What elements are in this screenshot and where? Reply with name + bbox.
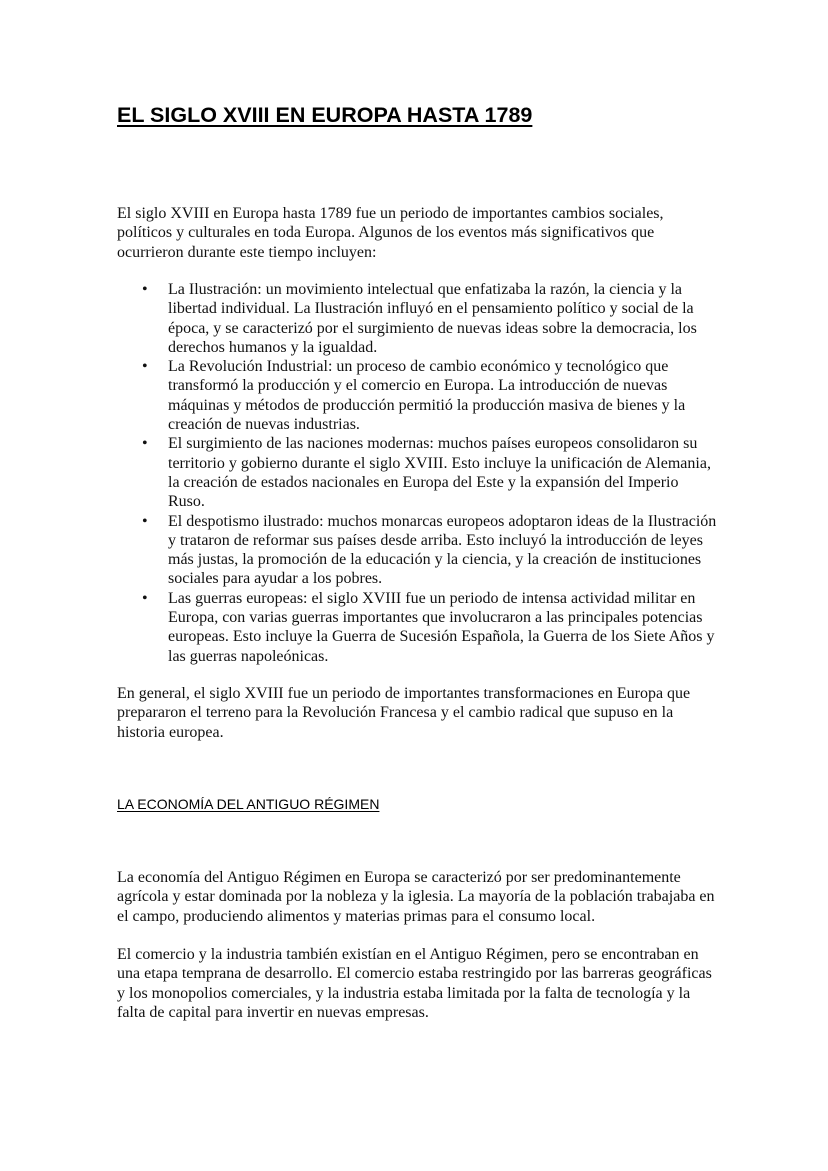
list-item: • El despotismo ilustrado: muchos monarcas europeos adoptaron ideas de la Ilustración y trataron de reformar sus países desde arriba. Esto incluyó la introducción de leyes más justas, la promoción de la educación y la ciencia, y la creación de instituciones sociales para ayudar a los pobres. <box>117 512 717 589</box>
economy-paragraph-1: La economía del Antiguo Régimen en Europa se caracterizó por ser predominantemente agrícola y estar dominada por la nobleza y la iglesia. La mayoría de la población trabajaba en el campo, produciendo alimentos y materias primas para el consumo local. <box>117 869 715 925</box>
page-title: EL SIGLO XVIII EN EUROPA HASTA 1789 <box>117 103 533 127</box>
list-item: • La Revolución Industrial: un proceso de cambio económico y tecnológico que transformó la producción y el comercio en Europa. La introducción de nuevas máquinas y métodos de producción permitió la producción masiva de bienes y la creación de nuevas industrias. <box>117 357 717 434</box>
events-list <box>117 280 717 666</box>
section-heading: LA ECONOMÍA DEL ANTIGUO RÉGIMEN <box>117 796 380 812</box>
list-item: • Las guerras europeas: el siglo XVIII fue un periodo de intensa actividad militar en Europa, con varias guerras importantes que involucraron a las principales potencias europeas. Esto incluye la Guerra de Sucesión Española, la Guerra de los Siete Años y las guerras napoleónicas. <box>117 589 717 666</box>
list-item: • La Ilustración: un movimiento intelectual que enfatizaba la razón, la ciencia y la libertad individual. La Ilustración influyó en el pensamiento político y social de la época, y se caracterizó por el surgimiento de nuevas ideas sobre la democracia, los derechos humanos y la igualdad. <box>117 280 717 357</box>
list-item: • El surgimiento de las naciones modernas: muchos países europeos consolidaron su territorio y gobierno durante el siglo XVIII. Esto incluye la unificación de Alemania, la creación de estados nacionales en Europa del Este y la expansión del Imperio Ruso. <box>117 434 717 511</box>
economy-paragraph-2: El comercio y la industria también existían en el Antiguo Régimen, pero se encontraban en una etapa temprana de desarrollo. El comercio estaba restringido por las barreras geográficas y los monopolios comerciales, y la industria estaba limitada por la falta de tecnología y la falta de capital para invertir en nuevas empresas. <box>117 946 712 1021</box>
intro-paragraph: El siglo XVIII en Europa hasta 1789 fue un periodo de importantes cambios sociales, políticos y culturales en toda Europa. Algunos de los eventos más significativos que ocurrieron durante este tiempo incluyen: <box>117 205 664 261</box>
conclusion-paragraph: En general, el siglo XVIII fue un periodo de importantes transformaciones en Europa que prepararon el terreno para la Revolución Francesa y el cambio radical que supuso en la historia europea. <box>117 685 691 741</box>
